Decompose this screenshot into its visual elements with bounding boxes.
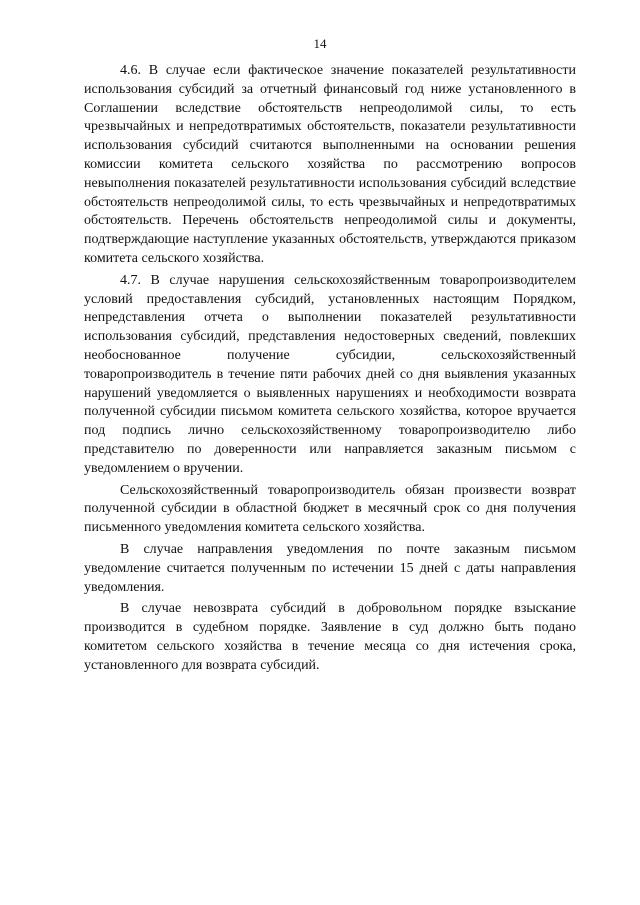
paragraph-notification-mail: В случае направления уведомления по почте заказным письмом уведомление считается полученным по истечении 15 дней с даты направления уведомления. [84,541,576,595]
paragraph-4-6: 4.6. В случае если фактическое значение показателей результативности использования субсидий за отчетный финансовый год ниже установленного в Соглашении вследствие обстоятельств непреодолимой силы, то есть чрезвычайных и непредотвратимых обстоятельств, показатели результативности использования субсидий считаются выполненными на основании решения комиссии комитета сельского хозяйства по рассмотрению вопросов невыполнения показателей результативности использования субсидий вследствие обстоятельств непреодолимой силы, то есть чрезвычайных и непредотвратимых обстоятельств. Перечень обстоятельств непреодолимой силы и документы, подтверждающие наступление указанных обстоятельств, утверждаются приказом комитета сельского хозяйства. [84,63,576,266]
paragraph-refund-obligation: Сельскохозяйственный товаропроизводитель обязан произвести возврат полученной субсидии в областной бюджет в месячный срок со дня получения письменного уведомления комитета сельского хозяйства. [84,482,576,536]
document-body [84,62,576,679]
paragraph-4-7: 4.7. В случае нарушения сельскохозяйственным товаропроизводителем условий предоставления субсидий, установленных настоящим Порядком, непредставления отчета о выполнении показателей результативности использования субсидий, представления недостоверных сведений, повлекших необоснованное получение субсидии, сельскохозяйственный товаропроизводитель в течение пяти рабочих дней со дня выявления указанных нарушений уведомляется о выявленных нарушениях и необходимости возврата полученной субсидии письмом комитета сельского хозяйства, которое вручается под подпись лично сельскохозяйственному товаропроизводителю либо представителю по доверенности или направляется заказным письмом с уведомлением о вручении. [84,272,576,476]
paragraph-court-recovery: В случае невозврата субсидий в добровольном порядке взыскание производится в судебном порядке. Заявление в суд должно быть подано комитетом сельского хозяйства в течение месяца со дня истечения срока, установленного для возврата субсидий. [84,601,576,673]
page-number: 14 [313,36,327,51]
